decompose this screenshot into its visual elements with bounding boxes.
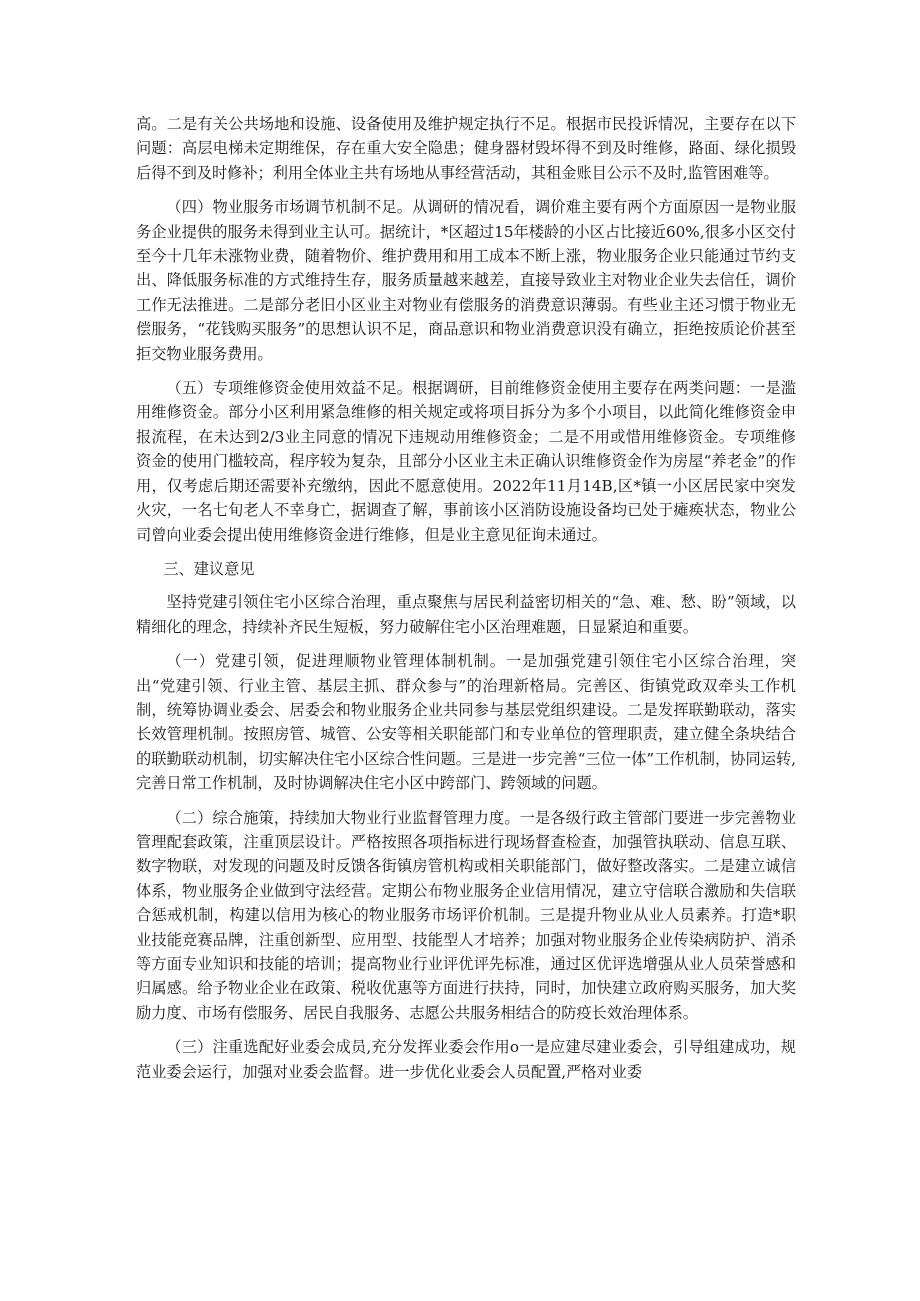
document-body [136,112,796,1094]
paragraph-suggestion-2: （二）综合施策，持续加大物业行业监督管理力度。一是各级行政主管部门要进一步完善物业管理配套政策，注重顶层设计。严格按照各项指标进行现场督查检查，加强管执联动、信息互联、数字物联，对发现的问题及时反馈各街镇房管机构或相关职能部门，做好整改落实。二是建立诚信体系，物业服务企业做到守法经营。定期公布物业服务企业信用情况，建立守信联合激励和失信联合惩戒机制，构建以信用为核心的物业服务市场评价机制。三是提升物业从业人员素养。打造*职业技能竞赛品牌，注重创新型、应用型、技能型人才培养；加强对物业服务企业传染病防护、消杀等方面专业知识和技能的培训；提高物业行业评优评先标准，通过区优评选增强从业人员荣誉感和归属感。给予物业企业在政策、税收优惠等方面进行扶持，同时，加快建立政府购买服务，加大奖励力度、市场有偿服务、居民自我服务、志愿公共服务相结合的防疫长效治理体系。 [136,808,796,1022]
paragraph-suggestion-3: （三）注重选配好业委会成员,充分发挥业委会作用o一是应建尽建业委会，引导组建成功，规范业委会运行，加强对业委会监督。进一步优化业委会人员配置,严格对业委 [136,1038,796,1081]
paragraph-continuation: 高。二是有关公共场地和设施、设备使用及维护规定执行不足。根据市民投诉情况，主要存在以下问题：高层电梯未定期维保，存在重大安全隐患；健身器材毁坏得不到及时维修，路面、绿化损毁后得不到及时修补；利用全体业主共有场地从事经营活动，其租金账目公示不及时,监管困难等。 [136,115,796,182]
paragraph-suggestion-1: （一）党建引领，促进理顺物业管理体制机制。一是加强党建引领住宅小区综合治理，突出“党建引领、行业主管、基层主抓、群众参与”的治理新格局。完善区、街镇党政双牵头工作机制，统筹协调业委会、居委会和物业服务企业共同参与基层党组织建设。二是发挥联勤联动，落实长效管理机制。按照房管、城管、公安等相关职能部门和专业单位的管理职责，建立健全条块结合的联勤联动机制，切实解决住宅小区综合性问题。三是进一步完善“三位一体”工作机制，协同运转,完善日常工作机制，及时协调解决住宅小区中跨部门、跨领域的问题。 [136,652,796,793]
paragraph-section-4: （四）物业服务市场调节机制不足。从调研的情况看，调价难主要有两个方面原因一是物业服务企业提供的服务未得到业主认可。据统计，*区超过15年楼龄的小区占比接近60%,很多小区交付至今十几年未涨物业费，随着物价、维护费用和用工成本不断上涨，物业服务企业只能通过节约支出、降低服务标准的方式维持生存，服务质量越来越差，直接导致业主对物业企业失去信任，调价工作无法推进。二是部分老旧小区业主对物业有偿服务的消费意识薄弱。有些业主还习惯于物业无偿服务，“花钱购买服务”的思想认识不足，商品意识和物业消费意识没有确立，拒绝按质论价甚至拒交物业服务费用。 [136,198,796,363]
section-heading-3: 三、建议意见 [163,559,255,578]
paragraph-section-5: （五）专项维修资金使用效益不足。根据调研，目前维修资金使用主要存在两类问题：一是滥用维修资金。部分小区利用紧急维修的相关规定或将项目拆分为多个小项目，以此简化维修资金申报流程，在未达到2/3业主同意的情况下违规动用维修资金；二是不用或惜用维修资金。专项维修资金的使用门槛较高，程序较为复杂，且部分小区业主未正确认识维修资金作为房屋“养老金”的作用，仅考虑后期还需要补充缴纳，因此不愿意使用。2022年11月14B,区*镇一小区居民家中突发火灾，一名七旬老人不幸身亡，据调查了解，事前该小区消防设施设备均已处于瘫痪状态，物业公司曾向业委会提出使用维修资金进行维修，但是业主意见征询未通过。 [136,379,796,544]
paragraph-intro: 坚持党建引领住宅小区综合治理，重点聚焦与居民利益密切相关的“急、难、愁、盼”领域，以精细化的理念，持续补齐民生短板，努力破解住宅小区治理难题，日显紧迫和重要。 [136,593,796,636]
